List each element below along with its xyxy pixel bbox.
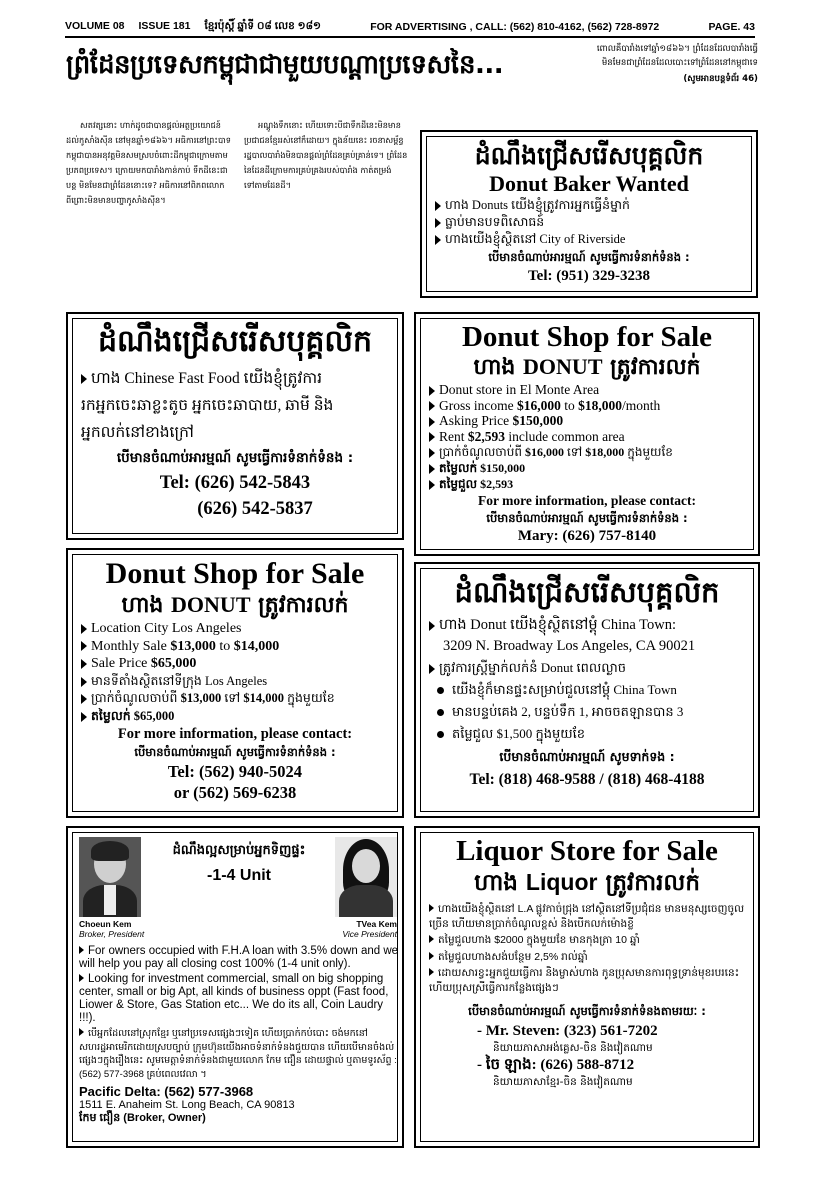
- bullet-arrow-icon: [429, 935, 434, 943]
- ad-bullet: មានទីតាំងស្ថិតនៅទីក្រុង Los Angeles: [81, 673, 389, 691]
- advertising-contact: FOR ADVERTISING , CALL: (562) 810-4162, (562) 728-8972: [370, 21, 660, 33]
- ad-text-line: រកអ្នកចេះឆាខ្លះតូច អ្នកចេះឆាបាយ, ឆាមី និង: [81, 397, 334, 414]
- ad-phone[interactable]: or (562) 569-6238: [173, 783, 297, 802]
- article-headline: ព្រំដែនប្រទេសកម្ពុជាជាមួយបណ្ដាប្រទេសនៃ...: [66, 50, 504, 80]
- ad-title-khmer: ដំណឹងល្អសម្រាប់អ្នកទិញផ្ទះ: [172, 843, 306, 858]
- ad-chinese-fast-food: [66, 312, 404, 540]
- ad-address: 3209 N. Broadway Los Angeles, CA 90021: [443, 638, 696, 654]
- ad-subtitle-khmer: ហាង DONUT ត្រូវការលក់: [473, 354, 701, 380]
- ad-company-phone[interactable]: Pacific Delta: (562) 577-3968: [79, 1084, 254, 1099]
- ad-contact-khmer: បើមានចំណាប់អារម្មណ៍ សូមធ្វើការទំនាក់ទំនង :: [116, 450, 354, 466]
- bullet-arrow-icon: [79, 974, 84, 982]
- ad-bullet: តម្លៃជួលហាងសង់បន្ថែម 2,5% រាល់ឆ្នាំ: [429, 949, 745, 966]
- ad-bullet: Gross income $16,000 to $18,000/month: [429, 398, 745, 414]
- ad-bullet: តម្លៃជួលហាង $2000 ក្នុងមួយខែ មានកុងត្រា 10 ឆ្នាំ: [429, 932, 745, 949]
- ad-address: 1511 E. Anaheim St. Long Beach, CA 90813: [79, 1099, 295, 1111]
- bullet-arrow-icon: [429, 386, 435, 396]
- ad-sub-bullet: មានបន្ទប់គេង 2, បន្ទប់ទឹក 1, អាចចតឡានបាន 3: [429, 701, 745, 723]
- khmer-issue-label: ខ្មែរប៉ុស្តិ៍ ឆ្នាំទី ០៨ លេខ ១៨១: [204, 19, 321, 32]
- ad-language-note: និយាយភាសាខ្មែរ-ចិន និងវៀតណាម: [493, 1076, 633, 1088]
- ad-sub-bullet: តម្លៃជួល $1,500 ក្នុងមួយខែ: [429, 723, 745, 745]
- ad-bullet: តម្លៃលក់ $65,000: [81, 708, 389, 726]
- bullet-arrow-icon: [79, 946, 84, 954]
- ad-donut-baker: [420, 130, 758, 298]
- bullet-dot-icon: [437, 687, 444, 694]
- headline-side-note: [580, 42, 758, 86]
- ad-bullet: ហាង Donut យើងខ្ញុំស្ថិតនៅម្ដុំ China Town:: [429, 615, 745, 636]
- ad-title-english: Donut Shop for Sale: [461, 321, 713, 353]
- article-text: សតវត្សនោះ ហាក់ដូចជាបានផ្ដល់អត្ថប្រយោជន៍ដល់កូសាំងស៊ីន នៅមុនឆ្នាំ១៨៦៦។ អធិការនៅព្រះបាទ កម្ពុជាបានអនុវត្តមិនសមស្របចំពោះដីកម្ពុជាក្រោមតាមប្រភពប្រទេស។ ក្រោយមកបារាំងកាន់កាប់ ទឹកដីនេះជាបន្ត មិនមែនជាព្រំដែននោះទេ? អធិការនៅពិភពលោក ពីព្រោះមិនមានបញ្ហាកូសាំងស៊ីន។: [66, 120, 231, 205]
- ad-contact-khmer: បើមានចំណាប់អារម្មណ៍ សូមធ្វើការទំនាក់ទំនង :: [134, 745, 336, 759]
- bullet-arrow-icon: [81, 659, 87, 669]
- bullet-arrow-icon: [429, 621, 435, 631]
- agent-caption: Choeun Kem Broker, President: [79, 919, 145, 939]
- bullet-dot-icon: [437, 709, 444, 716]
- bullet-arrow-icon: [429, 417, 435, 427]
- bullet-arrow-icon: [81, 677, 87, 687]
- ad-subtitle-khmer: ហាង Liquor ត្រូវការលក់: [474, 869, 700, 896]
- ad-bullet: ធ្លាប់មានបទពិសោធន៍: [435, 214, 743, 231]
- bullet-arrow-icon: [81, 694, 87, 704]
- article-text: អណ្ដូងទឹកនោះ ហើយទោះបីជាទឹកដីនេះមិនមានប្រជាជនខ្មែររស់នៅក៏ដោយ។ ក្នុងន័យនេះ រចនាសម្ព័ន្ធរដ្ឋបាលបារាំងមិនបានផ្ដល់ព្រំដែនគ្រប់គ្រាន់ទេ។ ព្រំដែននៃដែនដីក្រោមការគ្រប់គ្រងរបស់បារាំង កាត់តម្រង់ទៅតាមដែនដី។: [244, 120, 408, 190]
- agent-photo-tvea-kem: [335, 837, 397, 917]
- ad-bullet: Donut store in El Monte Area: [429, 382, 745, 398]
- ad-phone[interactable]: Tel: (818) 468-9588 / (818) 468-4188: [469, 771, 705, 788]
- ad-more-info: For more information, please contact:: [117, 726, 353, 742]
- bullet-arrow-icon: [429, 952, 434, 960]
- ad-inner-frame: [72, 554, 398, 812]
- ad-bullet: ដោយសារខ្វះអ្នកជួយធ្វើការ និងម្ចាស់ហាង កូនប្រុសមានការពុទ្ធទ្រាន់មុខរបរនេះ ហើយប្រុសស្រីធ្វើការកន្លែងផ្សេងៗ: [429, 967, 740, 994]
- ad-subtitle-khmer: ហាង DONUT ត្រូវការលក់: [121, 592, 349, 618]
- ad-phone[interactable]: Tel: (951) 329-3238: [528, 268, 650, 284]
- ad-bullet: ប្រាក់ចំណូលចាប់ពី $16,000 ទៅ $18,000 ក្នុងមួយខែ: [429, 444, 745, 460]
- ad-bullet: ហាងយើងខ្ញុំស្ថិតនៅ City of Riverside: [435, 231, 743, 248]
- issue-label: ISSUE 181: [138, 19, 191, 32]
- ad-bullet: ហាង Chinese Fast Food យើងខ្ញុំត្រូវការ: [81, 365, 389, 392]
- ad-sub-bullet: យើងខ្ញុំក៏មានផ្ទះសម្រាប់ជួលនៅម្ដុំ China Town: [429, 679, 745, 701]
- page-number: PAGE. 43: [708, 21, 755, 33]
- ad-phone[interactable]: (626) 542-5837: [197, 499, 313, 519]
- ad-bullet: Asking Price $150,000: [429, 413, 745, 429]
- ad-contact-khmer: បើមានចំណាប់អារម្មណ៍ សូមទាក់ទង :: [499, 749, 675, 764]
- ad-real-estate: [66, 826, 404, 1148]
- bullet-arrow-icon: [435, 201, 441, 211]
- bullet-arrow-icon: [429, 968, 434, 976]
- ad-contact-khmer: បើមានចំណាប់អារម្មណ៍ សូមធ្វើការទំនាក់ទំនង :: [488, 250, 690, 264]
- bullet-arrow-icon: [79, 1028, 84, 1036]
- bullet-arrow-icon: [429, 480, 435, 490]
- ad-title-english: Liquor Store for Sale: [456, 835, 718, 867]
- article-column-1: [66, 118, 234, 298]
- ad-phone[interactable]: Mary: (626) 757-8140: [517, 528, 657, 544]
- ad-contact-khmer: បើមានចំណាប់អារម្មណ៍ សូមធ្វើការទំនាក់ទំនង :: [486, 511, 688, 525]
- ad-title-khmer: ដំណឹងជ្រើសរើសបុគ្គលិក: [474, 141, 704, 170]
- bullet-dot-icon: [437, 731, 444, 738]
- ad-body: [79, 945, 399, 1127]
- agent-caption: TVea Kem Vice President: [342, 919, 397, 939]
- ad-paragraph: Looking for investment commercial, small on big shopping center, small or big Apt, all kinds of business oppt (Fast food, Liower & Store, Gas Station etc... We do its all, Coin Laudry !!!).: [79, 973, 389, 1024]
- ad-bullet: ប្រាក់ចំណូលចាប់ពី $13,000 ទៅ $14,000 ក្នុងមួយខែ: [81, 690, 389, 708]
- ad-liquor-store: [414, 826, 760, 1148]
- bullet-arrow-icon: [429, 432, 435, 442]
- bullet-arrow-icon: [429, 664, 435, 674]
- ad-bullet: ហាងយើងខ្ញុំស្ថិតនៅ L.A ផ្លូវកាច់ជ្រុង នៅស្ថិតនៅទីប្រជុំជន មានមនុស្សចេញចូលច្រើន ហើយមានប្រាក់ចំណូលខ្ពស់ និងបើកលក់ម៉ោងខ្លី: [429, 903, 745, 930]
- ad-contact-khmer: បើមានចំណាប់អារម្មណ៍ សូមធ្វើការទំនាក់ទំនងតាមរយៈ :: [468, 1004, 706, 1018]
- ad-text-line: អ្នកលក់នៅខាងក្រៅ: [81, 424, 194, 441]
- bullet-arrow-icon: [429, 464, 435, 474]
- bullet-arrow-icon: [429, 401, 435, 411]
- agent-photo-choeun-kem: [79, 837, 141, 917]
- ad-title-english: Donut Shop for Sale: [105, 557, 365, 590]
- side-note-text: ពោលគឺបារាំងទៅឆ្នាំ១៨៦៦។ ព្រំដែនដែលបារាំងធ្វើ មិនមែនជាព្រំដែនដែលបោះទៅព្រំដែននៅកម្ពុជាទេ: [596, 44, 758, 68]
- ad-more-info: For more information, please contact:: [477, 493, 697, 508]
- bullet-arrow-icon: [81, 624, 87, 634]
- bullet-arrow-icon: [81, 712, 87, 722]
- bullet-arrow-icon: [429, 448, 435, 458]
- bullet-arrow-icon: [429, 904, 434, 912]
- ad-signature: កែម ជឿន (Broker, Owner): [79, 1112, 206, 1124]
- ad-language-note: និយាយភាសាអង់គ្លេស-ចិន និងវៀតណាម: [493, 1042, 653, 1054]
- ad-inner-frame: [420, 318, 754, 550]
- ad-bullet: Sale Price $65,000: [81, 655, 389, 673]
- ad-unit-label: -1-4 Unit: [207, 867, 271, 884]
- ad-bullet: ត្រូវការស្ត្រីម្នាក់លក់នំ Donut ពេលល្ងាច: [429, 657, 745, 679]
- ad-title-khmer: ដំណឹងជ្រើសរើសបុគ្គលិក: [97, 324, 373, 359]
- ad-phone[interactable]: - ចៃ ឡាង: (626) 588-8712: [477, 1057, 635, 1073]
- ad-inner-frame: [420, 832, 754, 1142]
- see-page-link[interactable]: (សូមអានបន្តទំព័រ 46): [683, 74, 758, 84]
- ad-donut-shop-el-monte: [414, 312, 760, 556]
- ad-bullet: Location City Los Angeles: [81, 620, 389, 638]
- volume-label: VOLUME 08: [65, 19, 125, 32]
- page-header: [65, 20, 755, 38]
- ad-phone[interactable]: Tel: (562) 940-5024: [167, 762, 303, 781]
- bullet-arrow-icon: [435, 235, 441, 245]
- ad-inner-frame: [426, 136, 752, 292]
- article-column-2: [244, 118, 412, 298]
- ad-inner-frame: [72, 832, 398, 1142]
- ad-title-khmer: ដំណឹងជ្រើសរើសបុគ្គលិក: [454, 575, 720, 609]
- ad-china-town-donut: [414, 562, 760, 818]
- bullet-arrow-icon: [435, 218, 441, 228]
- ad-bullet: Rent $2,593 include common area: [429, 429, 745, 445]
- ad-phone[interactable]: - Mr. Steven: (323) 561-7202: [477, 1023, 658, 1039]
- bullet-arrow-icon: [81, 374, 87, 384]
- bullet-arrow-icon: [81, 641, 87, 651]
- ad-bullet: Monthly Sale $13,000 to $14,000: [81, 638, 389, 656]
- ad-phone[interactable]: Tel: (626) 542-5843: [159, 473, 311, 493]
- ad-paragraph: For owners occupied with F.H.A loan with 3.5% down and we will help you pay all closing cost 100% (1-4 unit only).: [79, 945, 399, 970]
- ad-title-english: Donut Baker Wanted: [489, 171, 689, 196]
- ad-bullet: តម្លៃជួល $2,593: [429, 476, 745, 492]
- ad-inner-frame: [420, 568, 754, 812]
- ad-inner-frame: [72, 318, 398, 534]
- ad-donut-shop-los-angeles: [66, 548, 404, 818]
- ad-bullet: ហាង Donuts យើងខ្ញុំត្រូវការអ្នកធ្វើនំម្នាក់: [435, 197, 743, 214]
- ad-bullet: តម្លៃលក់ $150,000: [429, 460, 745, 476]
- ad-paragraph: បើអ្នកដែលនៅស្រុកខ្មែរ ឬនៅប្រទេសផ្សេងៗទៀត ហើយប្រាក់កប់បោះ ចង់មកនៅសហរដ្ឋអាមេរិកដោយស្របច្បាប់ ក្រុមហ៊ុនយើងអាចទំនាក់ទំនងជួយបាន ហើយបើមានចំងល់ផ្សេងៗក្នុងរឿងនេះ សូមមេត្តាទំនាក់ទំនងជាមួយលោក កែម ជឿន ដោយផ្ទាល់ ឬតាមទូរស័ព្ទ : (562) 577-3968 គ្រប់ពេលវេលា ។: [79, 1028, 397, 1080]
